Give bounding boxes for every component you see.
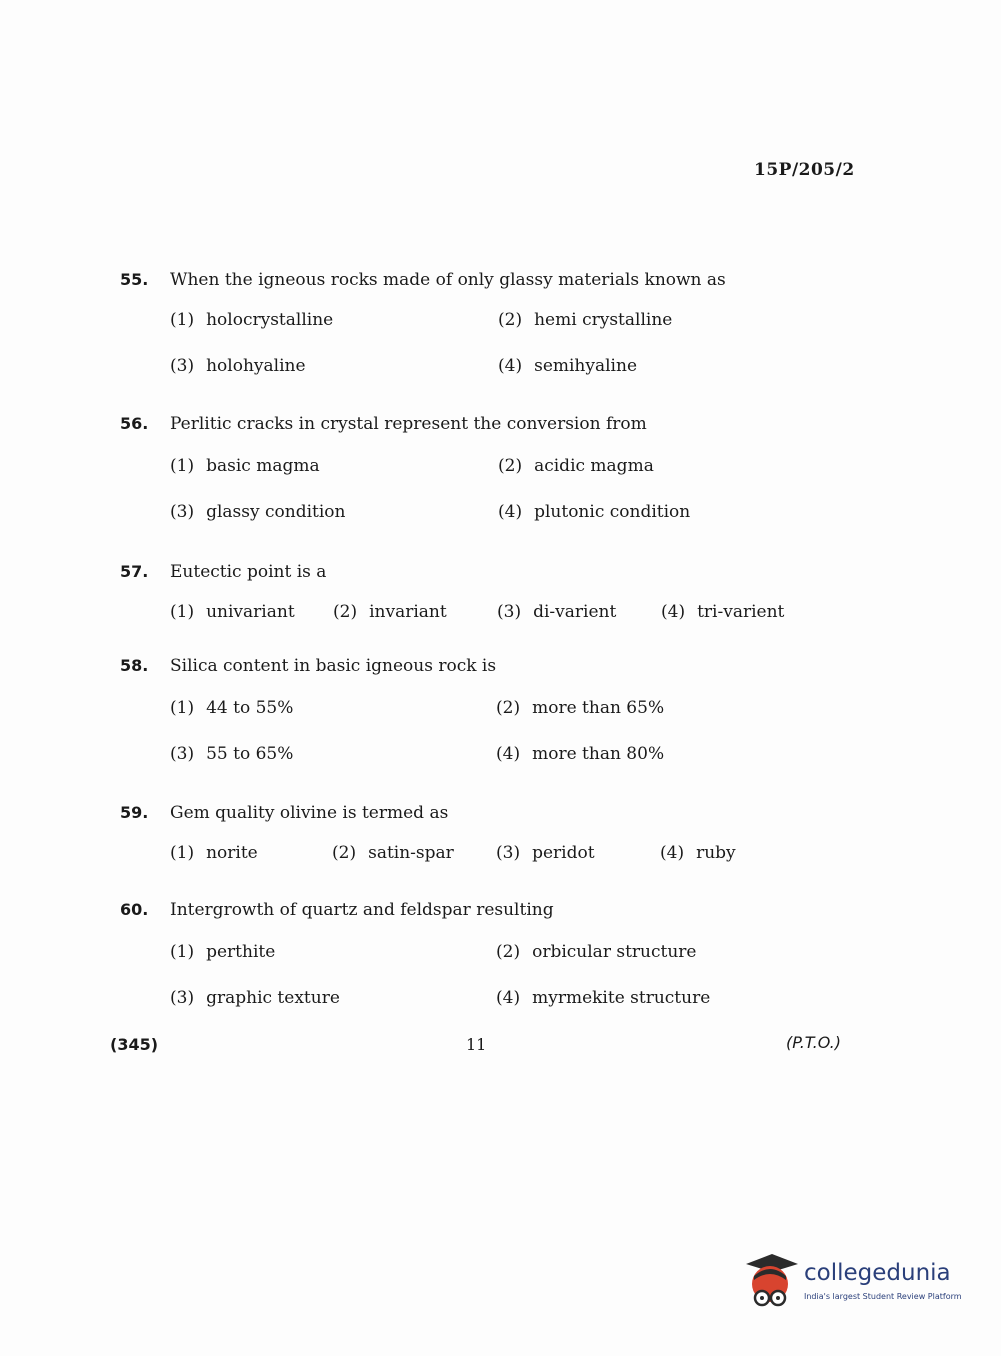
question-text: When the igneous rocks made of only glassy materials known as	[170, 270, 726, 290]
collegedunia-logo	[742, 1250, 972, 1312]
page-number: 11	[466, 1035, 487, 1054]
question-text: Intergrowth of quartz and feldspar resulting	[170, 900, 554, 920]
option-2: (2) more than 65%	[496, 698, 665, 718]
question-text: Silica content in basic igneous rock is	[170, 656, 497, 676]
question-number: 60.	[120, 900, 149, 919]
option-4: (4) more than 80%	[496, 744, 665, 764]
question-56	[120, 414, 880, 522]
option-2: (2) satin-spar	[332, 843, 454, 863]
logo-tagline: India's largest Student Review Platform	[804, 1292, 962, 1301]
option-1: (1) 44 to 55%	[170, 698, 294, 718]
option-2: (2) acidic magma	[498, 456, 654, 476]
option-4: (4) tri-varient	[661, 602, 785, 622]
option-3: (3) holohyaline	[170, 356, 306, 376]
option-4: (4) semihyaline	[498, 356, 638, 376]
option-1: (1) univariant	[170, 602, 295, 622]
booklet-code: (345)	[110, 1035, 159, 1054]
question-text: Gem quality olivine is termed as	[170, 803, 449, 823]
question-number: 57.	[120, 562, 149, 581]
option-4: (4) plutonic condition	[498, 502, 691, 522]
question-59	[120, 803, 880, 863]
question-number: 58.	[120, 656, 149, 675]
option-1: (1) perthite	[170, 942, 276, 962]
question-58	[120, 656, 880, 764]
question-text: Eutectic point is a	[170, 562, 327, 582]
option-2: (2) hemi crystalline	[498, 310, 673, 330]
logo-wordmark: collegedunia	[804, 1260, 951, 1286]
mascot-icon	[742, 1250, 802, 1312]
question-number: 59.	[120, 803, 149, 822]
option-3: (3) glassy condition	[170, 502, 346, 522]
question-text: Perlitic cracks in crystal represent the conversion from	[170, 414, 647, 434]
option-3: (3) graphic texture	[170, 988, 340, 1008]
option-1: (1) norite	[170, 843, 258, 863]
question-number: 55.	[120, 270, 149, 289]
option-4: (4) myrmekite structure	[496, 988, 711, 1008]
please-turn-over: (P.T.O.)	[786, 1033, 842, 1052]
option-2: (2) invariant	[333, 602, 447, 622]
option-1: (1) basic magma	[170, 456, 320, 476]
option-1: (1) holocrystalline	[170, 310, 334, 330]
option-3: (3) 55 to 65%	[170, 744, 294, 764]
option-3: (3) peridot	[496, 843, 595, 863]
question-55	[120, 270, 880, 376]
question-57	[120, 562, 880, 622]
option-3: (3) di-varient	[497, 602, 617, 622]
option-4: (4) ruby	[660, 843, 736, 863]
question-60	[120, 900, 880, 1008]
paper-code: 15P/205/2	[754, 160, 855, 180]
option-2: (2) orbicular structure	[496, 942, 697, 962]
question-number: 56.	[120, 414, 149, 433]
